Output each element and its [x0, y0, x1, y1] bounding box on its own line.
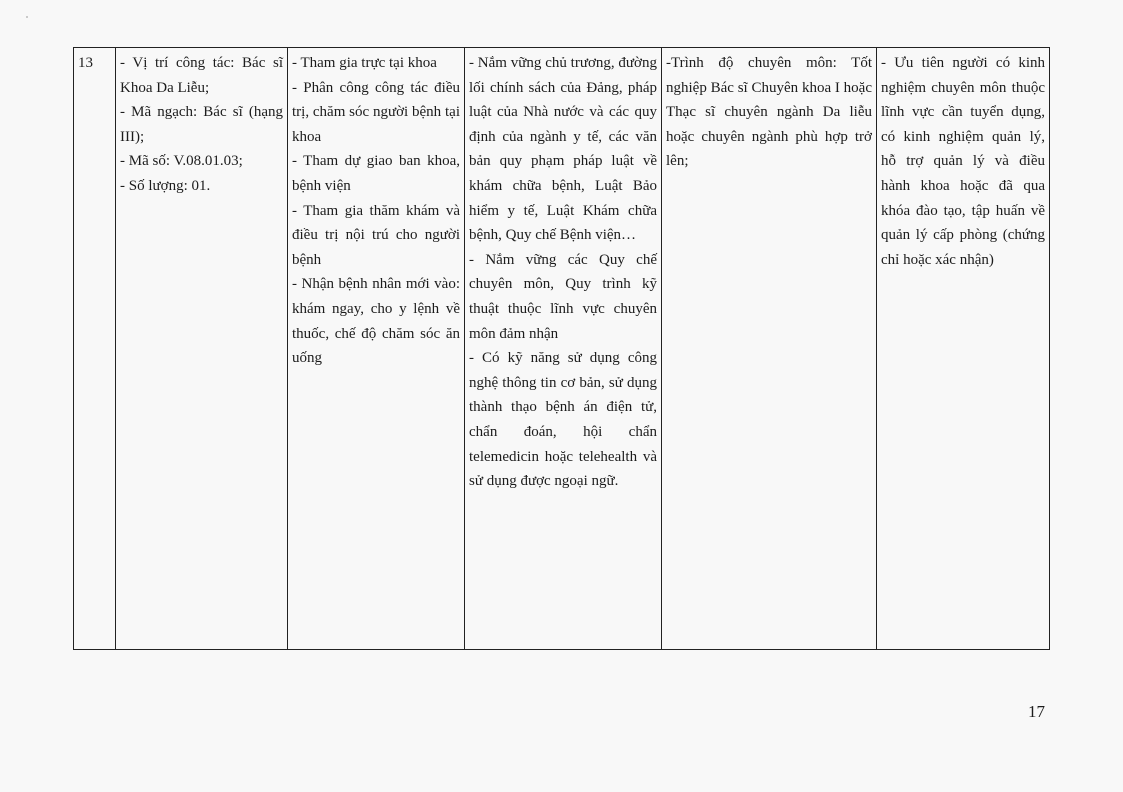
knowledge-line: - Nắm vững các Quy chế chuyên môn, Quy trình kỹ thuật thuộc lĩnh vực chuyên môn đảm nhận: [469, 251, 657, 342]
knowledge-cell: [465, 48, 662, 650]
position-line: - Mã ngạch: Bác sĩ (hạng III);: [120, 104, 283, 145]
knowledge-line: - Nắm vững chủ trương, đường lối chính sách của Đảng, pháp luật của Nhà nước và các quy định của ngành y tế, các văn bản quy phạm pháp luật về khám chữa bệnh, Luật Bảo hiểm y tế, Luật Khám chữa bệnh, Quy chế Bệnh viện…: [469, 55, 657, 244]
duty-line: - Tham dự giao ban khoa, bệnh viện: [292, 153, 460, 194]
duties-cell: [288, 48, 465, 650]
position-line: - Vị trí công tác: Bác sĩ Khoa Da Liễu;: [120, 55, 283, 96]
page-number: 17: [1028, 702, 1045, 721]
qualification-line: -Trình độ chuyên môn: Tốt nghiệp Bác sĩ Chuyên khoa I hoặc Thạc sĩ chuyên ngành Da liễu hoặc chuyên ngành phù hợp trở lên;: [666, 55, 872, 170]
duty-line: - Tham gia thăm khám và điều trị nội trú cho người bệnh: [292, 202, 460, 268]
position-line: - Mã số: V.08.01.03;: [120, 153, 243, 170]
duty-line: - Phân công công tác điều trị, chăm sóc người bệnh tại khoa: [292, 79, 460, 145]
position-line: - Số lượng: 01.: [120, 177, 211, 194]
knowledge-line: - Có kỹ năng sử dụng công nghệ thông tin cơ bản, sử dụng thành thạo bệnh án điện tử, chẩn đoán, hội chẩn telemedicin hoặc telehealth và sử dụng được ngoại ngữ.: [469, 350, 657, 490]
priority-line: - Ưu tiên người có kinh nghiệm chuyên môn thuộc lĩnh vực cần tuyển dụng, có kinh nghiệm quản lý, hỗ trợ quản lý và điều hành khoa hoặc đã qua khóa đào tạo, tập huấn về quản lý cấp phòng (chứng chỉ hoặc xác nhận): [881, 55, 1045, 268]
row-number: 13: [78, 55, 93, 71]
row-number-cell: [74, 48, 116, 650]
position-cell: [116, 48, 288, 650]
table-row: [74, 48, 1050, 650]
qualification-cell: [662, 48, 877, 650]
priority-cell: [877, 48, 1050, 650]
scan-speck: [26, 16, 28, 18]
duty-line: - Nhận bệnh nhân mới vào: khám ngay, cho y lệnh về thuốc, chế độ chăm sóc ăn uống: [292, 276, 460, 367]
duty-line: - Tham gia trực tại khoa: [292, 55, 437, 71]
recruitment-table: [73, 47, 1050, 650]
